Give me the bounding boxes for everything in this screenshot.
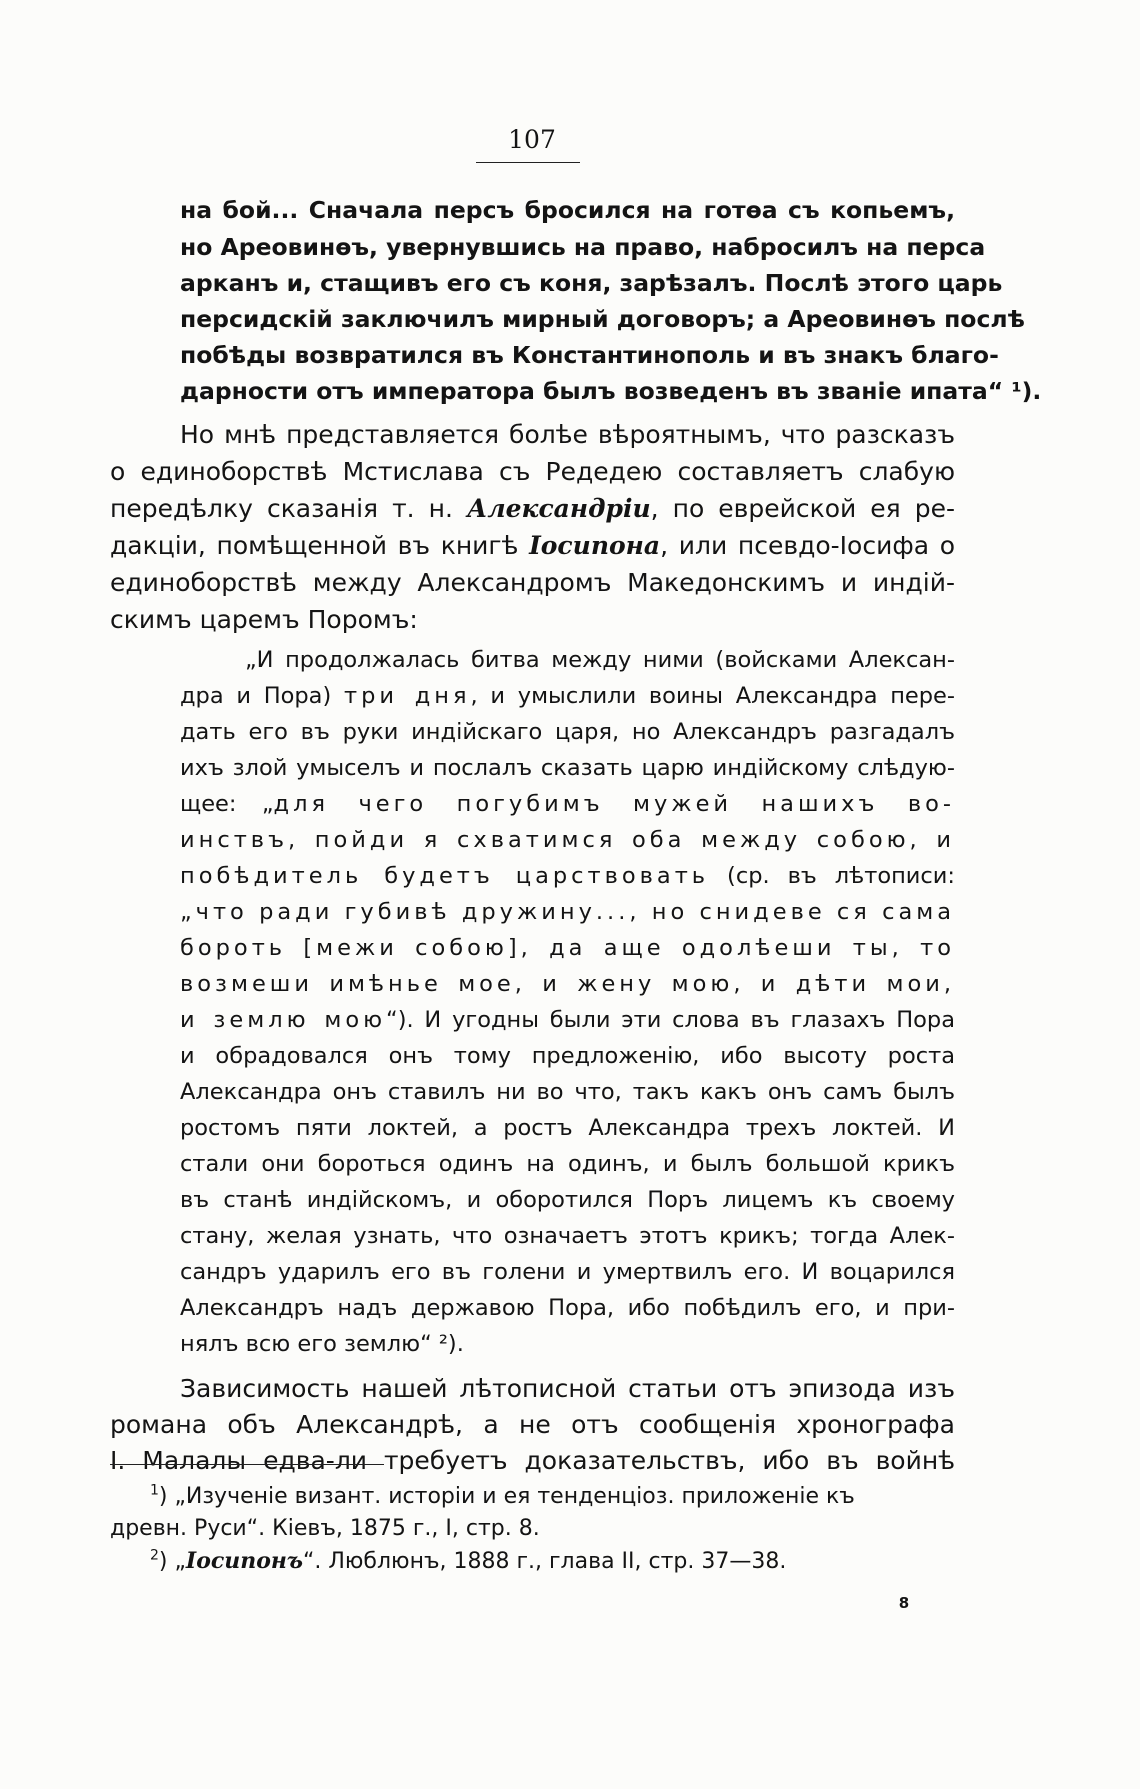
text-line: І. Малалы едва-ли требуетъ доказательствъ, ибо въ войнѣ	[110, 1446, 955, 1475]
quote-line	[180, 791, 955, 817]
spaced-text: и землю мою	[180, 1007, 387, 1033]
quote-line: и обрадовался онъ тому предложенію, ибо высоту роста	[180, 1043, 955, 1069]
quote-line	[180, 863, 955, 889]
page-number: 107	[508, 125, 556, 154]
footnote-2	[150, 1548, 786, 1574]
text-line	[110, 494, 955, 523]
quote-line: Александръ надъ державою Пора, ибо побѣдилъ его, и при-	[180, 1295, 955, 1321]
text-run: дакціи, помѣщенной въ книгѣ	[110, 531, 519, 560]
quote-line: инствъ, пойди я схватимся оба между собою, и	[180, 827, 955, 853]
quote-line: нялъ всю его землю“ ²).	[180, 1331, 464, 1357]
text-run: дра и Пора)	[180, 683, 332, 709]
quote-line: „И продолжалась битва между ними (войсками Алексан-	[245, 647, 955, 673]
footnote-1	[150, 1484, 855, 1509]
text-run: , или псевдо-Іосифа о	[660, 531, 956, 560]
quote-line: сандръ ударилъ его въ голени и умертвилъ его. И воцарился	[180, 1259, 955, 1285]
italic-title: Іосипонъ	[185, 1548, 303, 1574]
text-line: скимъ царемъ Поромъ:	[110, 605, 418, 634]
quote-line: стану, желая узнать, что означаетъ этотъ крикъ; тогда Алек-	[180, 1223, 955, 1249]
quote-line	[180, 935, 955, 961]
spaced-text: побѣдитель будетъ царствовать	[180, 863, 710, 889]
quote-line: Александра онъ ставилъ ни во что, такъ какъ онъ самъ былъ	[180, 1079, 955, 1105]
page-number-rule	[476, 162, 580, 163]
text-line: на бой... Сначала персъ бросился на готѳа съ копьемъ,	[180, 196, 955, 224]
text-line: арканъ и, стащивъ его съ коня, зарѣзалъ. Послѣ этого царь	[180, 269, 1003, 297]
text-run: щее: „	[180, 791, 274, 817]
text-line	[110, 531, 955, 560]
spaced-text: [межи собою],	[286, 935, 550, 961]
quote-line: ростомъ пяти локтей, а ростъ Александра трехъ локтей. И	[180, 1115, 955, 1141]
text-line: Но мнѣ представляется болѣе вѣроятнымъ, что разсказъ	[180, 420, 955, 449]
quote-line: въ станѣ индійскомъ, и оборотился Поръ лицемъ къ своему	[180, 1187, 955, 1213]
quote-line: дать его въ руки индійскаго царя, но Александръ разгадалъ	[180, 719, 955, 745]
text-run: , и умыслили воины Александра пере-	[470, 683, 956, 709]
text-line: единоборствѣ между Александромъ Македонскимъ и индій-	[110, 568, 955, 597]
quote-line: „что ради губивѣ дружину..., но снидеве ся сама	[180, 899, 955, 925]
spaced-text: да аще одолѣеши ты, то	[549, 935, 955, 961]
quote-line: ихъ злой умыселъ и послалъ сказать царю индійскому слѣдую-	[180, 755, 955, 781]
text-run: передѣлку сказанія т. н.	[110, 494, 453, 523]
spaced-text: бороть	[180, 935, 287, 961]
text-line: но Ареовинѳъ, увернувшись на право, набросилъ на перса	[180, 233, 986, 261]
italic-title: Іосипона	[529, 531, 661, 560]
text-line: романа объ Александрѣ, а не отъ сообщенія хронографа	[110, 1410, 955, 1439]
footnote-text: ) „Изученіе визант. исторіи и ея тенденціоз. приложеніе къ	[158, 1484, 855, 1509]
text-line: побѣды возвратился въ Константинополь и въ знакъ благо-	[180, 341, 999, 369]
text-line: персидскій заключилъ мирный договоръ; а Ареовинѳъ послѣ	[180, 305, 1025, 333]
spaced-text: для чего погубимъ мужей нашихъ во-	[273, 791, 955, 817]
spaced-text: три дня	[343, 683, 471, 709]
footnote-text: “. Люблюнъ, 1888 г., глава II, стр. 37—38.	[302, 1549, 787, 1574]
text-run: , по еврейской ея ре-	[650, 494, 955, 523]
footnote-1-continued: древн. Руси“. Кіевъ, 1875 г., I, стр. 8.	[110, 1516, 540, 1541]
text-line: дарности отъ императора былъ возведенъ въ званіе ипата“ ¹).	[180, 377, 1042, 405]
footnote-marker: 2	[150, 1547, 159, 1564]
italic-title: Александріи	[466, 494, 651, 523]
text-run: “). И угодны были эти слова въ глазахъ Пора	[386, 1007, 955, 1033]
signature-mark: 8	[898, 1594, 910, 1612]
footnote-text: ) „	[158, 1549, 186, 1574]
quote-line	[180, 683, 955, 709]
footnote-marker: 1	[150, 1482, 159, 1499]
text-line: о единоборствѣ Мстислава съ Редедею составляетъ слабую	[110, 457, 955, 486]
quote-line: возмеши имѣнье мое, и жену мою, и дѣти мои,	[180, 971, 955, 997]
quote-line	[180, 1007, 955, 1033]
text-run: (ср. въ лѣтописи:	[709, 863, 955, 889]
quote-line: стали они бороться одинъ на одинъ, и былъ большой крикъ	[180, 1151, 955, 1177]
footnote-rule	[110, 1464, 384, 1465]
text-line: Зависимость нашей лѣтописной статьи отъ эпизода изъ	[180, 1374, 955, 1403]
